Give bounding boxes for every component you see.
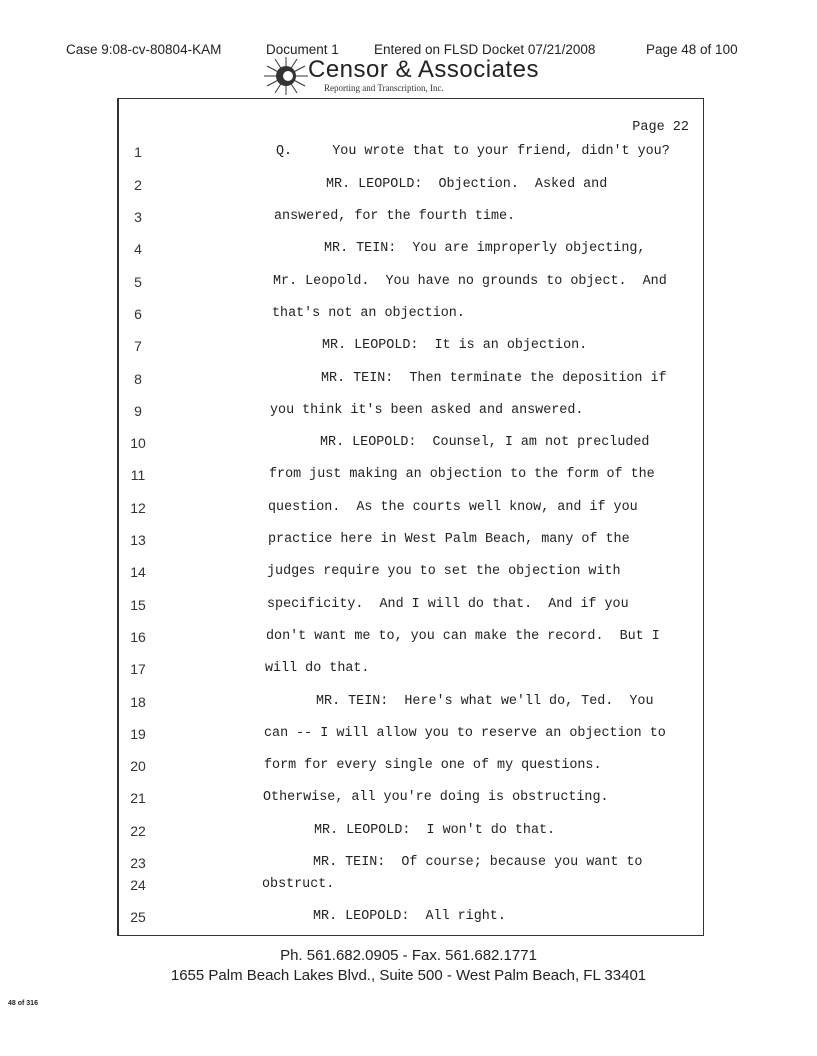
transcript-page-label: Page 22 [632, 120, 689, 135]
line-text: judges require you to set the objection with [267, 564, 621, 579]
page-count: 48 of 316 [8, 1000, 38, 1007]
line-number: 12 [130, 500, 146, 516]
transcript-line [0, 467, 817, 487]
transcript-line [0, 500, 817, 520]
transcript-line [0, 241, 817, 261]
reporter-subtitle: Reporting and Transcription, Inc. [324, 83, 444, 93]
line-number: 10 [130, 435, 146, 451]
line-text: MR. TEIN: Here's what we'll do, Ted. You [316, 694, 654, 709]
line-number: 22 [130, 823, 146, 839]
transcript-line [0, 855, 817, 875]
transcript-line [0, 435, 817, 455]
line-text: MR. LEOPOLD: I won't do that. [314, 823, 556, 838]
transcript-line [0, 144, 817, 164]
line-text: answered, for the fourth time. [274, 209, 516, 224]
line-number: 25 [130, 909, 146, 925]
transcript-line [0, 274, 817, 294]
line-text: you think it's been asked and answered. [270, 403, 584, 418]
line-text: MR. LEOPOLD: It is an objection. [322, 338, 588, 353]
line-number: 24 [130, 877, 146, 893]
line-text: Otherwise, all you're doing is obstructing. [263, 790, 609, 805]
line-number: 15 [130, 597, 146, 613]
line-number: 3 [134, 209, 142, 225]
line-text: specificity. And I will do that. And if you [267, 597, 629, 612]
transcript-line [0, 758, 817, 778]
line-number: 21 [130, 790, 146, 806]
page-of-total: Page 48 of 100 [646, 42, 738, 57]
transcript-line [0, 823, 817, 843]
line-number: 5 [134, 274, 142, 290]
line-text: can -- I will allow you to reserve an objection to [264, 726, 666, 741]
line-number: 6 [134, 306, 142, 322]
transcript-line [0, 177, 817, 197]
line-number: 2 [134, 177, 142, 193]
transcript-line [0, 564, 817, 584]
transcript-line [0, 209, 817, 229]
line-text: MR. TEIN: You are improperly objecting, [324, 241, 646, 256]
line-number: 20 [130, 758, 146, 774]
line-number: 7 [134, 338, 142, 354]
reporter-name: Censor & Associates [308, 56, 539, 83]
line-number: 17 [130, 661, 146, 677]
line-number: 13 [130, 532, 146, 548]
line-text: Mr. Leopold. You have no grounds to object. And [273, 274, 667, 289]
reporter-logo [262, 56, 562, 96]
line-text: MR. LEOPOLD: All right. [313, 909, 506, 924]
line-text: MR. LEOPOLD: Counsel, I am not precluded [320, 435, 650, 450]
transcript-line [0, 629, 817, 649]
line-text: obstruct. [262, 877, 335, 892]
line-text: will do that. [265, 661, 370, 676]
line-number: 9 [134, 403, 142, 419]
transcript-line [0, 532, 817, 552]
transcript-line [0, 306, 817, 326]
line-text: Q. You wrote that to your friend, didn't you? [276, 144, 670, 159]
line-number: 4 [134, 241, 142, 257]
footer-phone: Ph. 561.682.0905 - Fax. 561.682.1771 [280, 947, 537, 964]
line-number: 14 [130, 564, 146, 580]
line-number: 1 [134, 144, 142, 160]
line-number: 16 [130, 629, 146, 645]
transcript-line [0, 726, 817, 746]
line-text: MR. LEOPOLD: Objection. Asked and [326, 177, 608, 192]
line-number: 23 [130, 855, 146, 871]
footer-address: 1655 Palm Beach Lakes Blvd., Suite 500 - West Palm Beach, FL 33401 [170, 967, 647, 984]
line-number: 11 [130, 467, 146, 483]
transcript-line [0, 694, 817, 714]
line-number: 18 [130, 694, 146, 710]
line-text: that's not an objection. [272, 306, 465, 321]
line-text: don't want me to, you can make the record. But I [266, 629, 660, 644]
line-text: MR. TEIN: Then terminate the deposition if [321, 371, 667, 386]
transcript-line [0, 661, 817, 681]
line-text: practice here in West Palm Beach, many of the [268, 532, 630, 547]
case-number: Case 9:08-cv-80804-KAM [66, 42, 222, 57]
line-number: 8 [134, 371, 142, 387]
line-text: from just making an objection to the form of the [269, 467, 655, 482]
docket-entry: Entered on FLSD Docket 07/21/2008 [374, 42, 596, 57]
line-text: MR. TEIN: Of course; because you want to [313, 855, 643, 870]
transcript-line [0, 597, 817, 617]
document-label: Document 1 [266, 42, 339, 57]
line-text: question. As the courts well know, and if you [268, 500, 638, 515]
reporter-seal-icon [262, 56, 310, 96]
transcript-line [0, 790, 817, 810]
transcript-line [0, 371, 817, 391]
transcript-line [0, 877, 817, 897]
transcript-line [0, 403, 817, 423]
line-number: 19 [130, 726, 146, 742]
transcript-line [0, 338, 817, 358]
transcript-line [0, 909, 817, 929]
line-text: form for every single one of my questions. [264, 758, 602, 773]
